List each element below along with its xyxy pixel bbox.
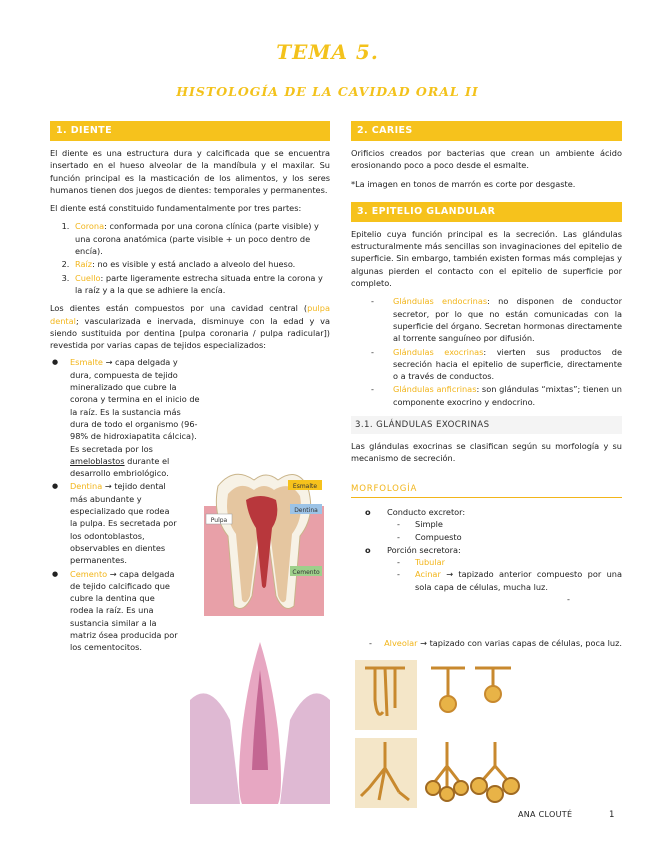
porcion-text: → tapizado con varias capas de células, poca luz. [417,638,622,648]
part-text: : parte ligeramente estrecha situada entre la corona y la raíz y a la que se adhiere la encía. [75,272,323,295]
morfologia-title: MORFOLOGÍA [351,483,622,498]
compound-alveolar-icon [503,778,519,794]
porcion-label: Porción secretora: [387,544,461,555]
page-title: TEMA 5. [276,40,379,64]
list-item [50,480,178,566]
right-column [351,121,622,594]
gland-term: Glándulas anficrinas [393,384,477,395]
list-item [50,568,178,654]
conducto-list [397,518,622,543]
list-item [371,346,622,383]
list-item [365,544,622,593]
label-pulpa: Pulpa [210,517,228,524]
tissue-text: → capa delgada de tejido calcificado que cubre la dentina que rodea la raíz. Es una sustancia similar a la matriz ósea producida por los cementocitos. [70,568,178,653]
alveolar-line: - Alveolar → tapizado con varias capas de células, poca luz. [369,638,622,648]
parts-list [72,220,330,296]
morfologia-list [365,506,622,593]
compound-acinar-icon [440,787,454,801]
list-item [397,556,622,568]
gland-illustrations-compound [355,738,625,808]
tissue-text: → tejido dental más abundante y especializado que rodea la pulpa. Es secretada por los odontoblastos, observables en dientes permanentes. [70,481,177,566]
list-item: - Compuesto [397,531,622,543]
label-dentina: Dentina [294,507,318,514]
diente-parts-intro: El diente está constituido fundamentalmente por tres partes: [50,203,302,214]
porcion-term: Acinar [415,569,441,580]
footer-author: ANA CLOUTÉ [518,810,573,819]
list-item: - Simple [397,518,622,530]
gland-term: Glándulas endocrinas [393,296,488,307]
part-term: Raíz [75,259,93,270]
label-cemento: Cemento [292,569,320,576]
part-text: : no es visible y está anclado a alveolo del hueso. [92,259,296,270]
diente-intro: El diente es una estructura dura y calcificada que se encuentra insertado en el hueso alveolar de la mandíbula y el maxilar. Su función principal es la masticación de los alimentos, y los seres humanos tienen dos juegos de dientes: temporales y permanentes. [50,148,330,195]
gland-text: : no disponen de conductor secretor, por lo que no están comunicadas con la superficie del órgano. Secretan hormonas directamente al torrente sanguíneo por difusión. [393,296,622,344]
page-subtitle: HISTOLOGÍA DE LA CAVIDAD ORAL II [176,84,479,99]
tissue-underline: ameloblastos [70,455,125,466]
list-item [397,568,622,593]
tissue-term: Dentina [70,481,103,492]
page-number: 1 [609,810,615,820]
compound-acinar-icon [426,781,440,795]
list-item [365,506,622,543]
porcion-term: Tubular [415,557,445,568]
conducto-label: Conducto excretor: [387,506,466,517]
gland-illustrations-simple [355,660,625,730]
compound-alveolar-icon [471,778,487,794]
tissue-text: → capa delgada y dura, compuesta de tejido mineralizado que cubre la corona y termina en el inicio de la raíz. Es la sustancia más dura de todo el organismo (96-98% de hidroxiapatita cálcica). Es secretada por los [70,357,200,454]
gland-types-list [371,295,622,408]
section-heading-exocrinas: 3.1. GLÁNDULAS EXOCRINAS [351,416,622,434]
gland-text: : vierten sus productos de secreción hacia el epitelio de superficie, directamente o a través de conductos. [393,346,622,382]
caries-note: *La imagen en tonos de marrón es corte por desgaste. [351,178,576,189]
section-heading-epitelio: 3. EPITELIO GLANDULAR [351,202,622,222]
composition-term: pulpa dental [50,303,330,326]
section-heading-diente: 1. DIENTE [50,121,330,141]
part-term: Corona [75,221,105,232]
porcion-term: Alveolar [384,638,418,648]
part-text: : conformada por una corona clínica (parte visible) y una corona anatómica (parte visible + un poco dentro de encía). [75,221,319,257]
compound-alveolar-icon [487,786,503,802]
porcion-list [397,556,622,593]
composition-text: ; vascularizada e inervada, disminuye con la edad y va siendo sustituida por dentina [pulpa coronaria / pulpa radicular]) revestida por varias capas de tejidos especializados: [50,315,330,351]
porcion-text: → tapizado anterior compuesto por una sola capa de células, mucha luz. [415,569,622,592]
alveolar-gland-icon [485,686,501,702]
tissue-text: durante el desarrollo embriológico. [70,455,170,479]
exocrinas-text: Las glándulas exocrinas se clasifican según su morfología y su mecanismo de secreción. [351,441,622,464]
list-item [72,220,330,257]
histology-image [190,640,330,804]
epitelio-text: Epitelio cuya función principal es la secreción. Las glándulas estructuralmente más sencillas son invaginaciones del epitelio de superficie. Sin embargo, también existen formas más complejas y algunas pierden el contacto con el epitelio de superficie por completo. [351,228,623,289]
tooth-diagram [204,466,324,616]
composition-text: Los dientes están compuestos por una cavidad central ( [50,303,308,314]
acinar-gland-icon [440,696,456,712]
label-esmalte: Esmalte [292,483,318,490]
tissue-term: Cemento [70,568,108,579]
compound-acinar-icon [454,781,468,795]
caries-text: Orificios creados por bacterias que crean un ambiente ácido erosionando poco a poco desde el esmalte. [351,148,622,171]
list-item [50,356,200,479]
list-item [72,272,330,297]
section-heading-caries: 2. CARIES [351,121,622,141]
gland-text: : son glándulas “mixtas”; tienen un componente exocrino y endocrino. [393,384,622,407]
part-term: Cuello [75,272,101,283]
gland-term: Glándulas exocrinas [393,346,484,357]
diente-composition [50,302,330,351]
list-item [371,383,622,408]
list-item [371,295,622,344]
tissue-term: Esmalte [70,357,103,368]
list-item [72,258,330,270]
